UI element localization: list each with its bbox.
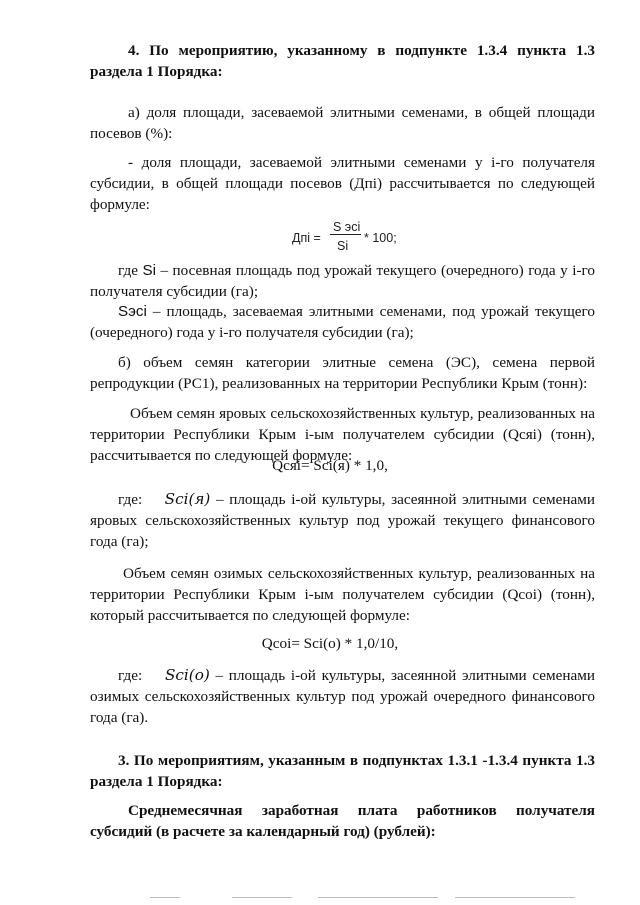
definition-spring-prefix: где: [118, 491, 143, 508]
definition-si-text: – посевная площадь под урожай текущего (очередного) года у i-го получателя субсидии (га); [90, 262, 595, 300]
item-a-sub-paragraph: - доля площади, засеваемой элитными семенами у i-го получателя субсидии, в общей площади посевов (Дпi) рассчитывается по следующей формуле: [90, 154, 595, 213]
fraction-bar [330, 234, 361, 235]
definition-spring [90, 489, 595, 552]
definition-sesi-text: – площадь, засеваемая элитными семенами, под урожай текущего (очередного) года у i-го получателя субсидии (га); [90, 303, 595, 341]
winter-seeds-paragraph: Объем семян озимых сельскохозяйственных культур, реализованных на территории Республики Крым i-ым получателем субсидии (Qсоi) (тонн), который рассчитывается по следующей формуле: [90, 565, 595, 624]
item-b-paragraph: б) объем семян категории элитные семена (ЭС), семена первой репродукции (РС1), реализованных на территории Республики Крым (тонн): [90, 354, 595, 392]
footer-divider [318, 897, 438, 898]
footer-divider [150, 897, 180, 898]
symbol-sesi: Sэсi [118, 303, 147, 320]
item-a-paragraph: а) доля площади, засеваемой элитными семенами, в общей площади посевов (%): [90, 104, 595, 142]
definition-si-prefix: где [118, 262, 143, 279]
definition-si [90, 260, 595, 302]
section-3-heading: 3. По мероприятиям, указанным в подпунктах 1.3.1 -1.3.4 пункта 1.3 раздела 1 Порядка: [90, 752, 595, 790]
definition-winter-prefix: где: [118, 667, 143, 684]
formula-dpi-denominator: Si [337, 239, 349, 253]
symbol-winter: Sci(o) [165, 666, 210, 684]
formula-dpi-rhs: * 100; [364, 231, 397, 245]
formula-winter: Qсоi= Sci(о) * 1,0/10, [261, 635, 399, 652]
salary-heading: Среднемесячная заработная плата работников получателя субсидий (в расчете за календарный год) (рублей): [90, 802, 595, 840]
footer-divider [232, 897, 292, 898]
definition-winter [90, 665, 595, 728]
section-4-heading: 4. По мероприятию, указанному в подпункте 1.3.4 пункта 1.3 раздела 1 Порядка: [90, 42, 595, 80]
definition-spring-text: – площадь i-ой культуры, засеянной элитными семенами яровых сельскохозяйственных культур под урожай текущего финансового года (га); [90, 491, 596, 550]
symbol-si: Si [142, 262, 156, 279]
spring-seeds-paragraph: Объем семян яровых сельскохозяйственных культур, реализованных на территории Республики Крым i-ым получателем субсидии (Qсяi) (тонн), рассчитывается по следующей формуле: [90, 405, 595, 464]
symbol-spring: Sci(я) [164, 490, 211, 508]
footer-divider [455, 897, 575, 898]
formula-dpi-lhs: Дпi = [292, 231, 321, 245]
formula-dpi-numerator: S эсi [333, 220, 361, 234]
definition-winter-text: – площадь i-ой культуры, засеянной элитными семенами озимых сельскохозяйственных культур под урожай очередного финансового года (га). [90, 667, 596, 726]
formula-spring: Qсяi= Sci(я) * 1,0, [272, 457, 388, 474]
definition-sesi [90, 301, 595, 343]
